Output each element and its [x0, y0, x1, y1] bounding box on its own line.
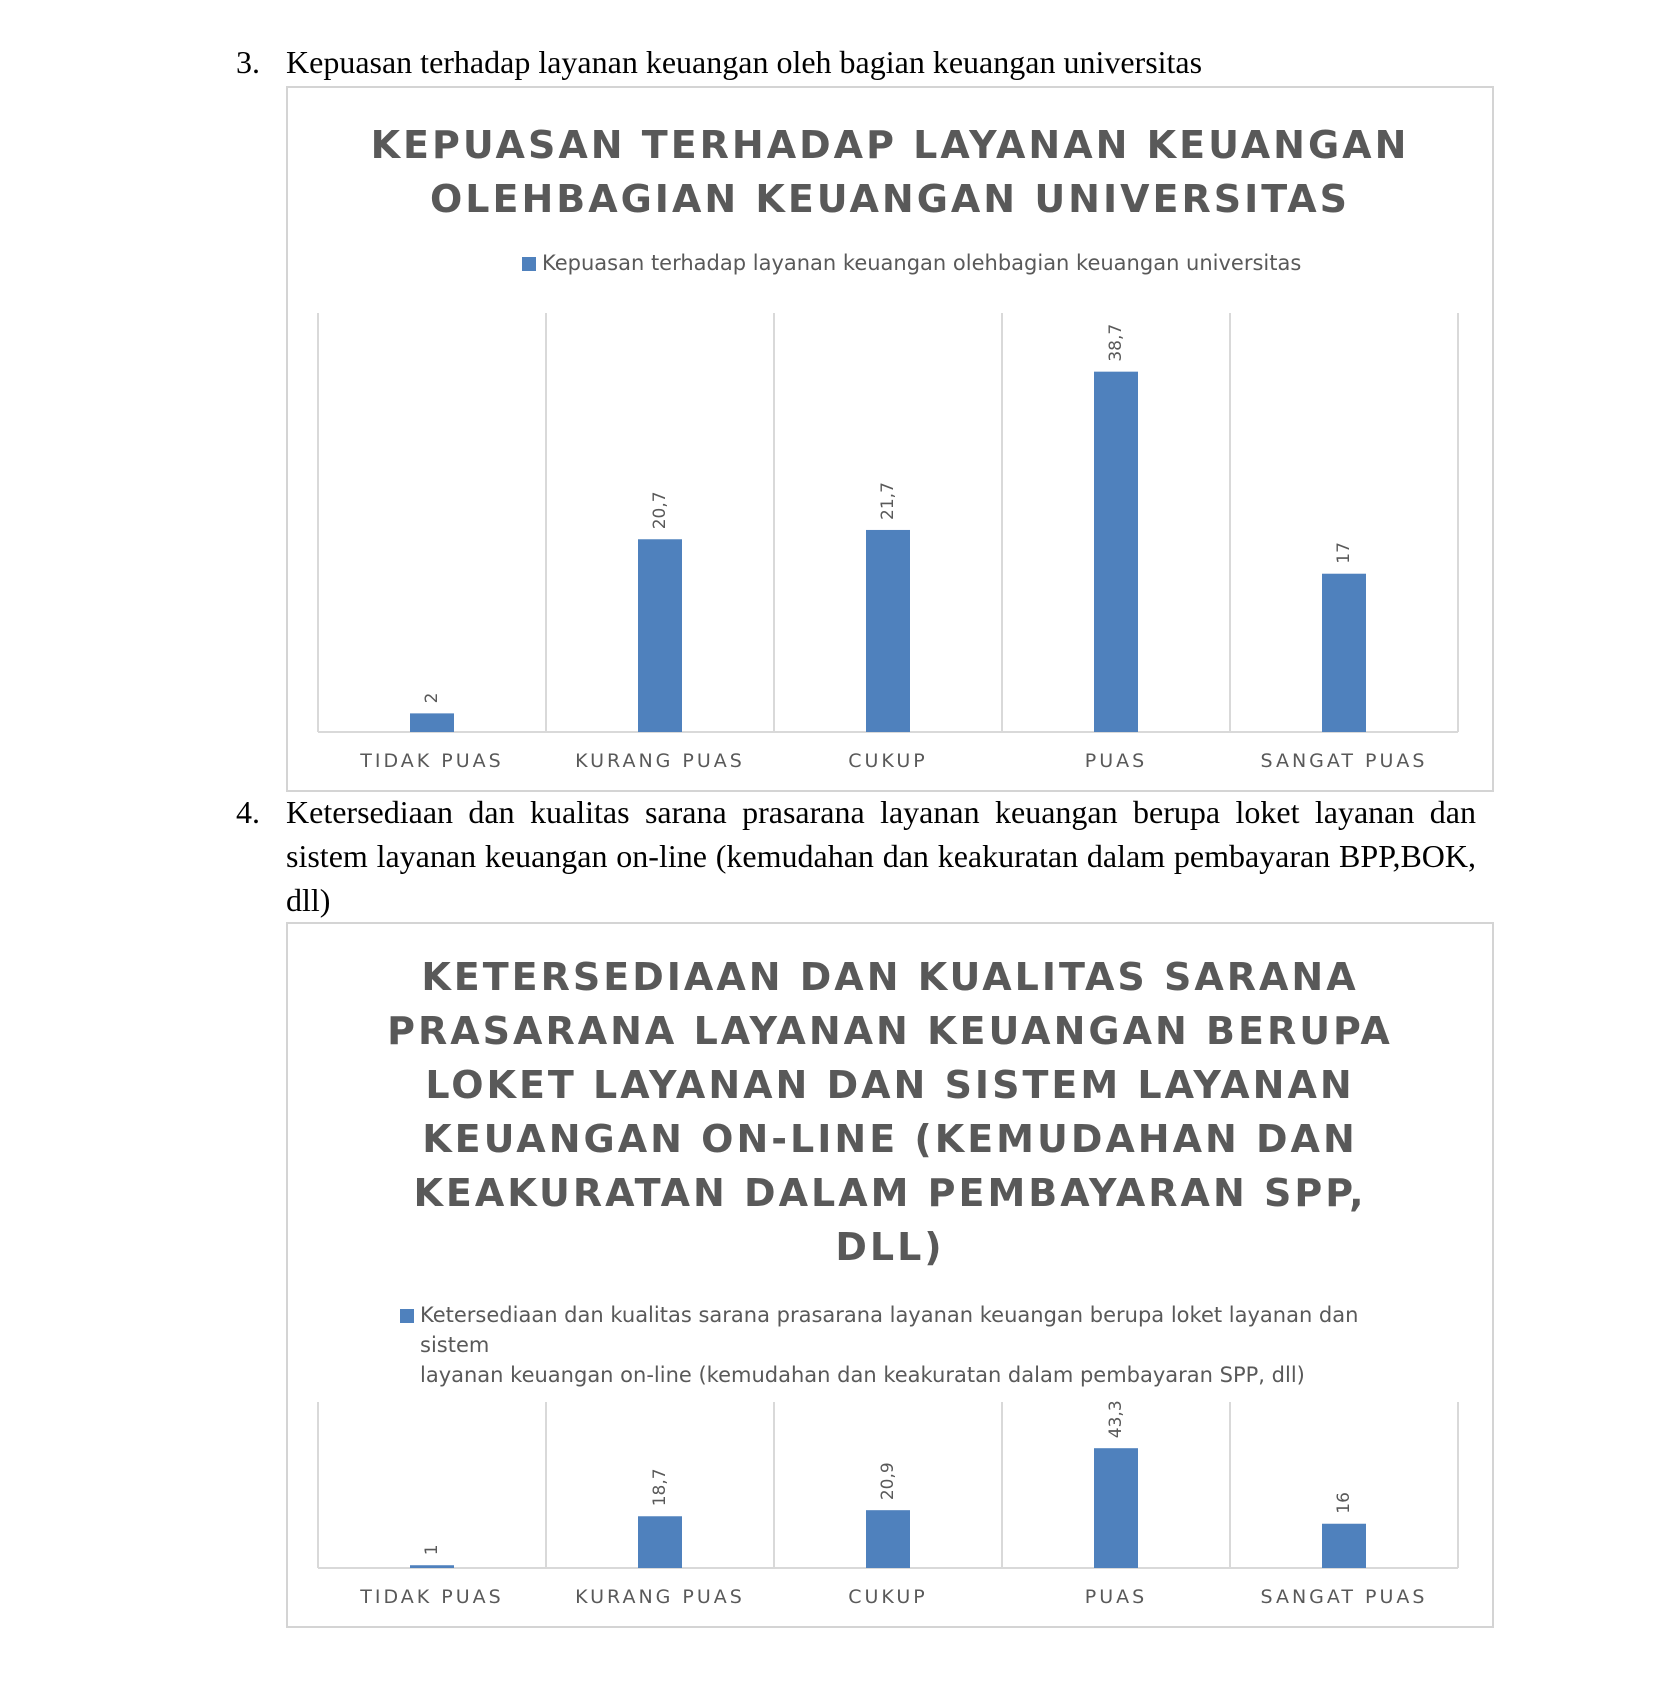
legend-label-line: layanan keuangan on-line (kemudahan dan keakuratan dalam pembayaran SPP, dll) [420, 1363, 1305, 1387]
bar [410, 713, 454, 732]
chart-2-frame [286, 922, 1494, 1628]
chart-title-line: PRASARANA LAYANAN KEUANGAN BERUPA [387, 1009, 1393, 1053]
bar [1322, 574, 1366, 732]
bar [1094, 372, 1138, 732]
bar [866, 530, 910, 732]
x-tick-label: SANGAT PUAS [1260, 750, 1428, 772]
chart-title-line: DLL) [835, 1225, 945, 1269]
heading-text: Kepuasan terhadap layanan keuangan oleh bagian keuangan universitas [286, 44, 1203, 80]
x-tick-label: PUAS [1084, 1586, 1148, 1608]
bar [1094, 1448, 1138, 1568]
data-label: 2 [422, 692, 442, 704]
legend-label: Kepuasan terhadap layanan keuangan olehbagian keuangan universitas [542, 251, 1302, 275]
data-label: 20,7 [650, 491, 670, 530]
x-tick-label: CUKUP [848, 1586, 928, 1608]
heading-text: Ketersediaan dan kualitas sarana prasarana layanan keuangan berupa loket layanan dan sistem layanan keuangan on-line (kemudahan dan keakuratan dalam pembayaran BPP,BOK, dll) [286, 794, 1476, 918]
data-label: 1 [422, 1544, 442, 1556]
data-label: 21,7 [878, 482, 898, 520]
chart-1-frame [286, 86, 1494, 792]
x-tick-label: PUAS [1084, 750, 1148, 772]
data-label: 18,7 [650, 1468, 670, 1507]
chart-title-line: LOKET LAYANAN DAN SISTEM LAYANAN [425, 1063, 1355, 1107]
bar [1322, 1524, 1366, 1568]
bar [638, 1516, 682, 1568]
data-label: 17 [1334, 542, 1354, 564]
chart-title-line: KEPUASAN TERHADAP LAYANAN KEUANGAN [370, 123, 1410, 167]
chart-2-plot [288, 924, 1492, 1626]
chart-1-plot [288, 88, 1492, 790]
data-label: 16 [1334, 1492, 1354, 1514]
chart-title-line: KETERSEDIAAN DAN KUALITAS SARANA [421, 955, 1359, 999]
heading-number: 4. [236, 794, 260, 830]
x-tick-label: SANGAT PUAS [1260, 1586, 1428, 1608]
x-tick-label: TIDAK PUAS [360, 1586, 504, 1608]
data-label: 43,3 [1106, 1400, 1126, 1439]
bar [410, 1565, 454, 1568]
x-tick-label: TIDAK PUAS [360, 750, 504, 772]
x-tick-label: KURANG PUAS [575, 1586, 745, 1608]
x-tick-label: CUKUP [848, 750, 928, 772]
chart-title-line: KEAKURATAN DALAM PEMBAYARAN SPP, [413, 1171, 1367, 1215]
heading-number: 3. [236, 44, 260, 80]
bar [866, 1510, 910, 1568]
x-tick-label: KURANG PUAS [575, 750, 745, 772]
data-label: 38,7 [1106, 323, 1126, 362]
section-heading-4 [236, 790, 1476, 930]
chart-title-line: KEUANGAN ON-LINE (KEMUDAHAN DAN [422, 1117, 1358, 1161]
chart-title-line: OLEHBAGIAN KEUANGAN UNIVERSITAS [429, 177, 1351, 221]
legend-label-line: Ketersediaan dan kualitas sarana prasarana layanan keuangan berupa loket layanan dan sistem [420, 1303, 1359, 1357]
data-label: 20,9 [878, 1462, 898, 1501]
bar [638, 539, 682, 732]
section-heading-3 [236, 40, 1476, 84]
